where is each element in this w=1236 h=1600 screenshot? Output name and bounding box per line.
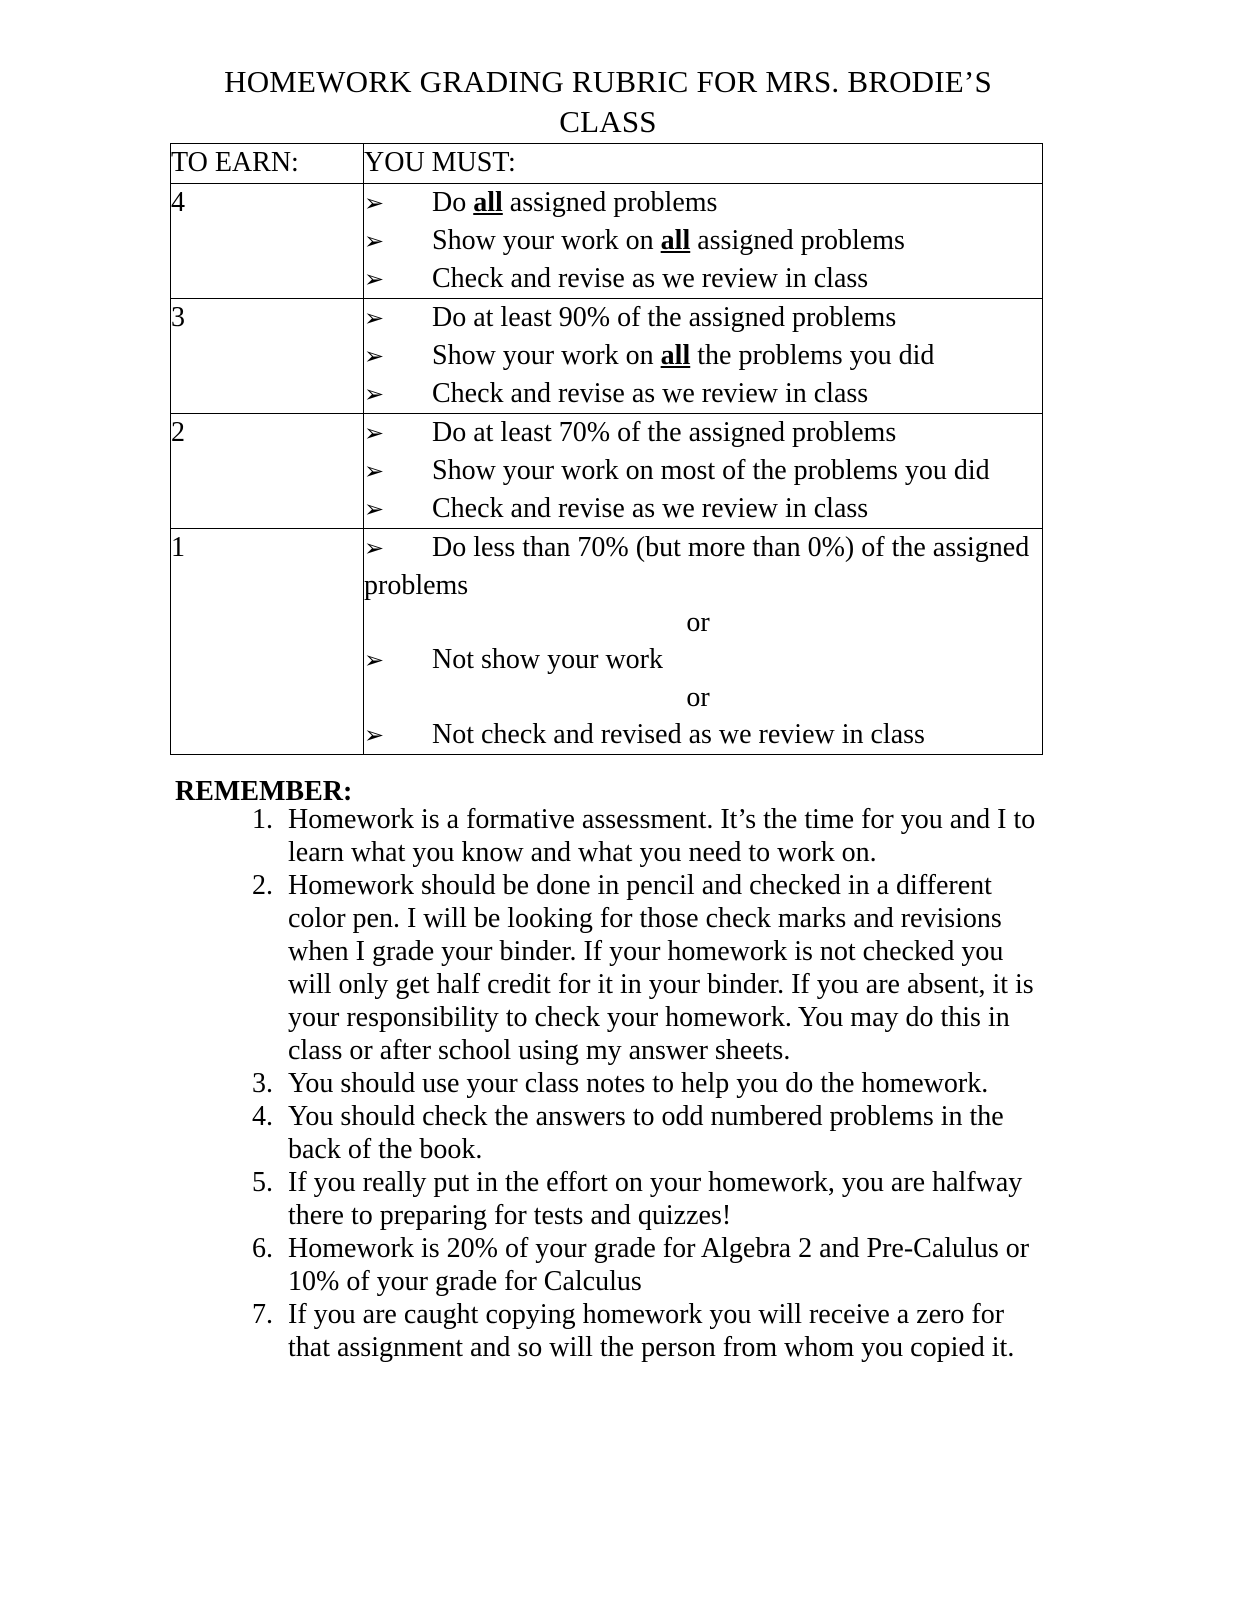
- bullet-emph: all: [660, 340, 691, 371]
- table-row: [171, 529, 1043, 755]
- criteria-cell-3: [364, 299, 1043, 414]
- arrow-bullet-icon: ➢: [364, 265, 385, 293]
- list-item-number: 4.: [252, 1101, 273, 1132]
- criteria-bullet: [364, 529, 1042, 604]
- score-cell-2: [171, 414, 364, 529]
- criteria-bullet: [364, 222, 1042, 260]
- bullet-pre: Check and revise as we review in class: [432, 493, 869, 524]
- criteria-bullet: [364, 375, 1042, 413]
- or-separator: or: [686, 682, 710, 713]
- list-item-text: You should check the answers to odd numbered problems in the back of the book.: [288, 1101, 1004, 1165]
- score-cell-4: [171, 184, 364, 299]
- or-separator: or: [686, 607, 710, 638]
- arrow-bullet-icon: ➢: [364, 534, 385, 562]
- arrow-bullet-icon: ➢: [364, 419, 385, 447]
- bullet-pre: Do less than 70% (but more than 0%) of the assigned problems: [364, 532, 1030, 601]
- list-item-number: 1.: [252, 804, 273, 835]
- arrow-bullet-icon: ➢: [364, 495, 385, 523]
- header-cell-to-earn: [171, 144, 364, 184]
- list-item-number: 2.: [252, 870, 273, 901]
- score-cell-3: [171, 299, 364, 414]
- criteria-bullet: [364, 260, 1042, 298]
- score-value: 4: [171, 187, 185, 218]
- header-label-to-earn: TO EARN:: [171, 147, 299, 178]
- list-item: [252, 1298, 1052, 1364]
- criteria-bullet: [364, 184, 1042, 222]
- page-title: [168, 62, 1048, 142]
- criteria-bullet: [364, 299, 1042, 337]
- title-line-2: CLASS: [559, 104, 657, 139]
- list-item-number: 5.: [252, 1167, 273, 1198]
- rubric-table: [170, 143, 1043, 755]
- criteria-bullet: [364, 641, 1042, 679]
- header-cell-you-must: [364, 144, 1043, 184]
- bullet-pre: Do at least 70% of the assigned problems: [432, 417, 897, 448]
- table-header-row: [171, 144, 1043, 184]
- arrow-bullet-icon: ➢: [364, 189, 385, 217]
- list-item-text: If you really put in the effort on your homework, you are halfway there to preparing for tests and quizzes!: [288, 1167, 1023, 1231]
- criteria-bullet: [364, 414, 1042, 452]
- list-item-number: 3.: [252, 1068, 273, 1099]
- list-item-text: If you are caught copying homework you will receive a zero for that assignment and so will the person from whom you copied it.: [288, 1299, 1015, 1363]
- list-item: [252, 1100, 1052, 1166]
- table-row: [171, 299, 1043, 414]
- bullet-emph: all: [473, 187, 503, 218]
- list-item: [252, 1232, 1052, 1298]
- criteria-cell-1: [364, 529, 1043, 755]
- score-value: 3: [171, 302, 185, 333]
- score-cell-1: [171, 529, 364, 755]
- header-label-you-must: YOU MUST:: [364, 147, 516, 178]
- criteria-cell-4: [364, 184, 1043, 299]
- bullet-emph: all: [660, 225, 691, 256]
- arrow-bullet-icon: ➢: [364, 380, 385, 408]
- bullet-pre: Show your work on: [432, 340, 661, 371]
- bullet-pre: Not check and revised as we review in class: [432, 719, 925, 750]
- bullet-pre: Show your work on most of the problems you did: [432, 455, 990, 486]
- bullet-pre: Do at least 90% of the assigned problems: [432, 302, 897, 333]
- remember-list: [252, 803, 1052, 1364]
- list-item: [252, 1166, 1052, 1232]
- arrow-bullet-icon: ➢: [364, 721, 385, 749]
- criteria-bullet: [364, 452, 1042, 490]
- criteria-cell-2: [364, 414, 1043, 529]
- arrow-bullet-icon: ➢: [364, 342, 385, 370]
- list-item: [252, 1067, 1052, 1100]
- list-item-text: Homework should be done in pencil and checked in a different color pen. I will be looking for those check marks and revisions when I grade your binder. If your homework is not checked you will only get half credit for it in your binder. If you are absent, it is your responsibility to check your homework. You may do this in class or after school using my answer sheets.: [288, 870, 1034, 1066]
- list-item-number: 6.: [252, 1233, 273, 1264]
- criteria-bullet: [364, 337, 1042, 375]
- bullet-pre: Check and revise as we review in class: [432, 263, 869, 294]
- arrow-bullet-icon: ➢: [364, 304, 385, 332]
- table-row: [171, 414, 1043, 529]
- remember-heading: REMEMBER:: [175, 776, 353, 807]
- arrow-bullet-icon: ➢: [364, 227, 385, 255]
- bullet-pre: Show your work on: [432, 225, 661, 256]
- bullet-post: the problems you did: [690, 340, 935, 371]
- bullet-post: assigned problems: [690, 225, 905, 256]
- table-row: [171, 184, 1043, 299]
- title-line-1: HOMEWORK GRADING RUBRIC FOR MRS. BRODIE’S: [224, 64, 992, 99]
- criteria-bullet: [364, 490, 1042, 528]
- bullet-pre: Not show your work: [432, 644, 663, 675]
- list-item-number: 7.: [252, 1299, 273, 1330]
- arrow-bullet-icon: ➢: [364, 646, 385, 674]
- score-value: 2: [171, 417, 185, 448]
- list-item: [252, 803, 1052, 869]
- bullet-pre: Do: [432, 187, 474, 218]
- arrow-bullet-icon: ➢: [364, 457, 385, 485]
- score-value: 1: [171, 532, 185, 563]
- criteria-bullet: [364, 716, 1042, 754]
- bullet-post: assigned problems: [502, 187, 718, 218]
- list-item-text: You should use your class notes to help you do the homework.: [288, 1068, 989, 1099]
- bullet-pre: Check and revise as we review in class: [432, 378, 869, 409]
- list-item-text: Homework is 20% of your grade for Algebra 2 and Pre-Calulus or 10% of your grade for Calculus: [288, 1233, 1030, 1297]
- list-item-text: Homework is a formative assessment. It’s the time for you and I to learn what you know and what you need to work on.: [288, 804, 1036, 868]
- list-item: [252, 869, 1052, 1067]
